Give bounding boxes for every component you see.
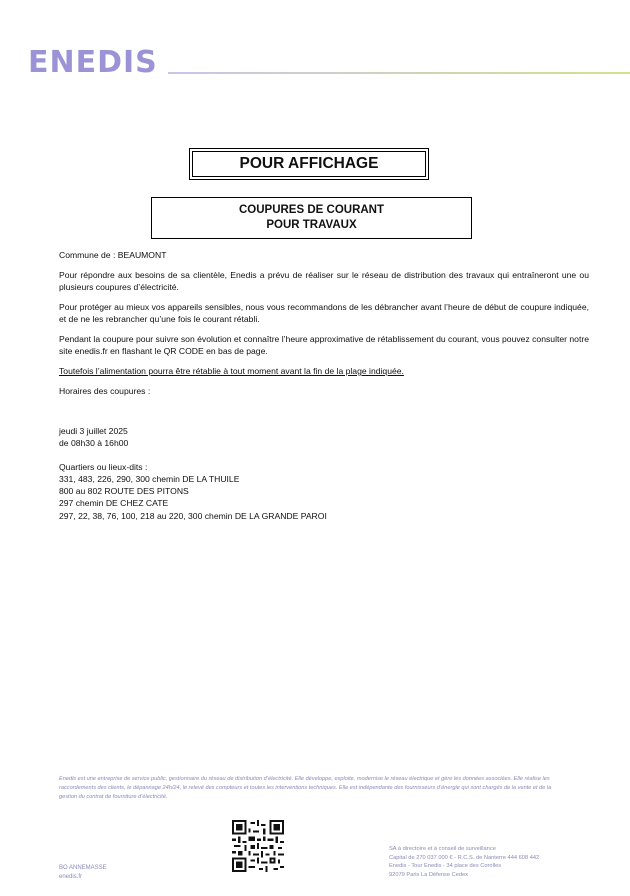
- spacer: [59, 450, 589, 461]
- subtitle-line-1: COUPURES DE COURANT: [238, 204, 385, 216]
- enedis-logo: [28, 42, 158, 78]
- schedule: [59, 425, 589, 450]
- paragraph-1: Pour répondre aux besoins de sa clientèle, Enedis a prévu de réaliser sur le réseau de distribution des travaux qui entraîneront une ou plusieurs coupures d’électricité.: [59, 270, 589, 292]
- place-item: 331, 483, 226, 290, 300 chemin DE LA THUILE: [59, 473, 240, 484]
- paragraph-2: Pour protéger au mieux vos appareils sensibles, nous vous recommandons de les débrancher avant l’heure de début de coupure indiquée, et de ne les rebrancher qu’une fois le courant rétabli.: [59, 302, 589, 324]
- footer-company-info: [389, 845, 539, 879]
- notice-body: [59, 249, 589, 522]
- place-item: 800 au 802 ROUTE DES PITONS: [59, 486, 189, 497]
- commune: Commune de : BEAUMONT: [59, 250, 167, 260]
- footer-info-line: Enedis - Tour Enedis - 34 place des Corolles: [389, 863, 502, 869]
- outage-date: jeudi 3 juillet 2025: [59, 426, 128, 436]
- logo-text: ENEDIS: [28, 45, 158, 80]
- footer-office: BO ANNEMASSE: [59, 865, 107, 871]
- places-list: [59, 461, 589, 522]
- header-rule: [168, 72, 630, 74]
- subtitle-box: [151, 197, 472, 239]
- qr-code-icon[interactable]: [232, 820, 284, 872]
- footer-info-line: SA à directoire et à conseil de surveillance: [389, 846, 496, 852]
- place-item: 297 chemin DE CHEZ CATE: [59, 498, 169, 509]
- legal-text: Enedis est une entreprise de service public, gestionnaire du réseau de distribution d’électricité. Elle développe, exploite, modernise le réseau électrique et gère les données associées. Elle réalise les raccordements des clients, le dépannage 24h/24, le relevé des compteurs et toutes les interventions techniques. Elle est indépendante des fournisseurs d’énergie qui sont chargés de la vente et de la gestion du contrat de fourniture d’électricité.: [59, 776, 552, 800]
- footer-left: [59, 864, 107, 882]
- places-label: Quartiers ou lieux-dits :: [59, 461, 148, 472]
- schedule-label: Horaires des coupures :: [59, 386, 151, 396]
- restoration-notice: Toutefois l’alimentation pourra être rétablie à tout moment avant la fin de la plage indiquée.: [59, 366, 404, 376]
- footer-info-line: 92079 Paris La Défense Cedex: [389, 871, 469, 878]
- footer-info-line: Capital de 270 037 000 € - R.C.S. de Nanterre 444 608 442: [389, 854, 540, 861]
- title-box: [189, 148, 429, 180]
- page-title: POUR AFFICHAGE: [192, 151, 426, 177]
- outage-hours: de 08h30 à 16h00: [59, 438, 129, 449]
- paragraph-3: Pendant la coupure pour suivre son évolution et connaître l’heure approximative de rétablissement du courant, vous pouvez consulter notre site enedis.fr en flashant le QR CODE en bas de page.: [59, 334, 589, 356]
- subtitle-line-2: POUR TRAVAUX: [266, 219, 357, 231]
- footer-website-link[interactable]: enedis.fr: [59, 874, 83, 880]
- place-item: 297, 22, 38, 76, 100, 218 au 220, 300 chemin DE LA GRANDE PAROI: [59, 510, 327, 521]
- spacer: [59, 405, 589, 425]
